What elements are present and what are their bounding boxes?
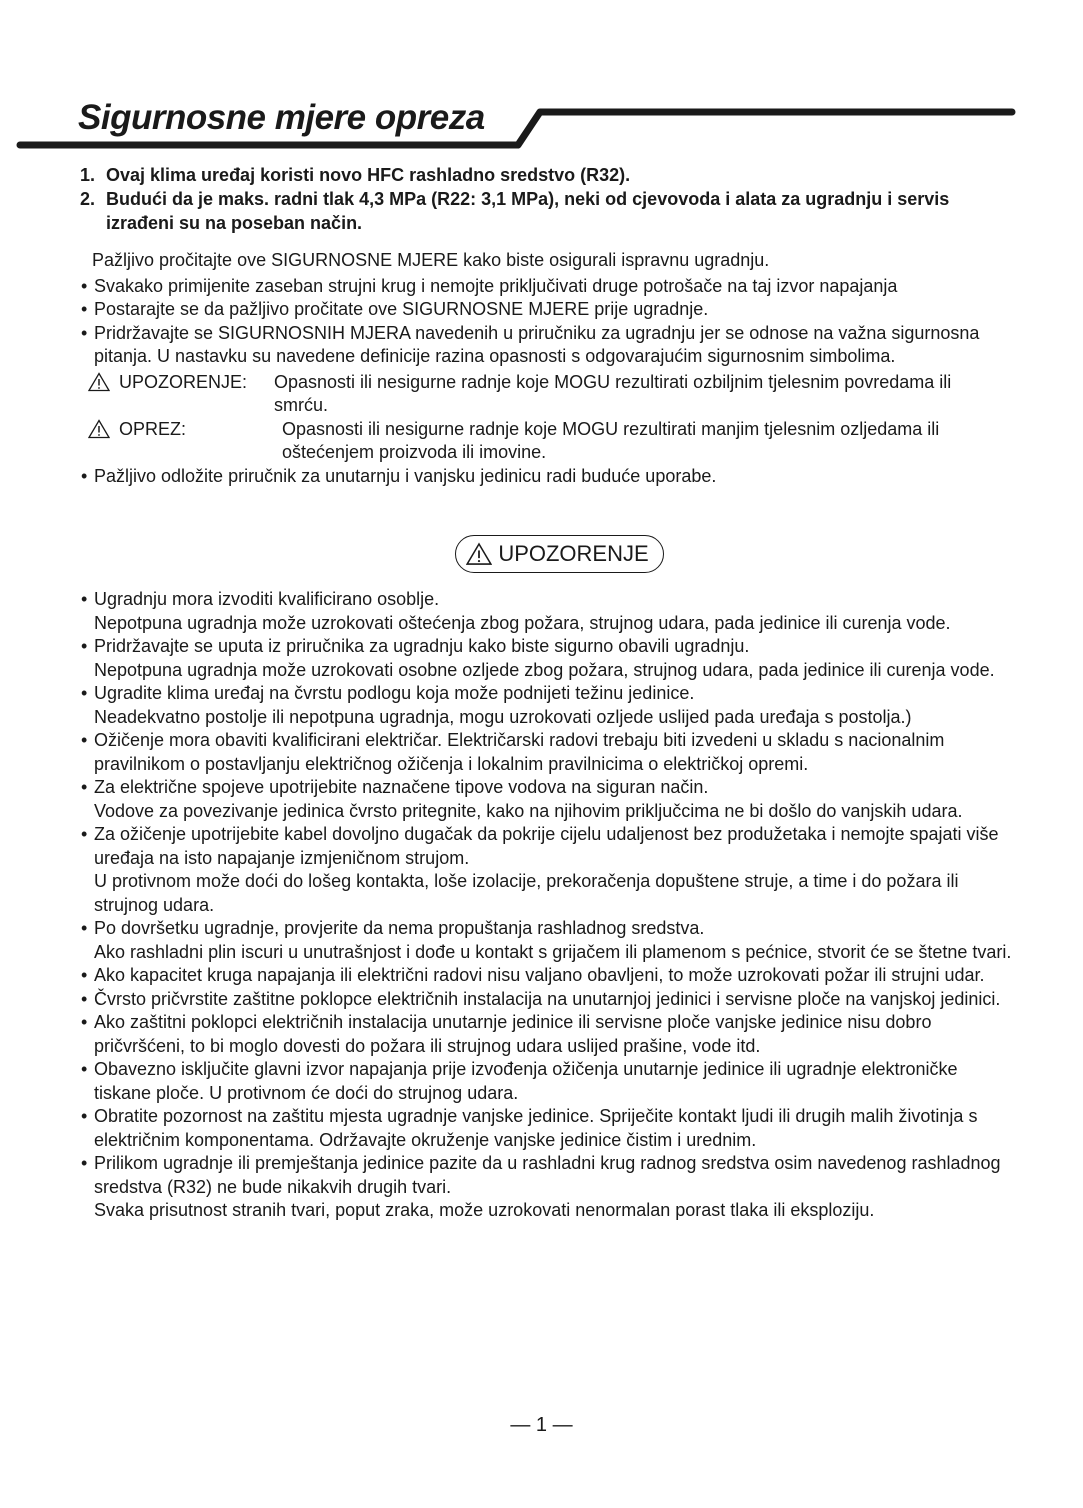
- warning-badge-label: UPOZORENJE: [498, 541, 649, 566]
- item-main: Prilikom ugradnje ili premještanja jedinice pazite da u rashladni krug radnog sredstva osim navedenog rashladnog sredstva (R32) ne bude nikakvih drugih tvari.: [94, 1153, 1001, 1197]
- list-item: [80, 1152, 1015, 1223]
- bullet-icon: •: [81, 918, 88, 938]
- note-text: Budući da je maks. radni tlak 4,3 MPa (R22: 3,1 MPa), neki od cjevovoda i alata za ugradnju i servis izrađeni su na poseban način.: [106, 189, 950, 233]
- list-item: [80, 682, 1015, 729]
- note-number: 2.: [80, 189, 96, 209]
- bullet-icon: •: [81, 1059, 88, 1079]
- list-item: [80, 298, 1010, 322]
- definition-text: Opasnosti ili nesigurne radnje koje MOGU rezultirati manjim tjelesnim ozljedama ili oštećenjem proizvoda ili imovine.: [282, 418, 940, 462]
- list-item: [80, 776, 1015, 823]
- definition-warning: [80, 371, 1010, 418]
- page-number: — 1 —: [510, 1414, 573, 1436]
- list-item-text: Pažljivo odložite priručnik za unutarnju i vanjsku jedinicu radi buduće uporabe.: [94, 465, 717, 486]
- note-number: 1.: [80, 165, 96, 185]
- bullet-icon: •: [81, 589, 88, 609]
- list-item: [80, 964, 1015, 988]
- warning-triangle-icon: [88, 372, 110, 392]
- bullet-icon: •: [81, 777, 88, 797]
- list-item: [80, 275, 1010, 299]
- item-main: Po dovršetku ugradnje, provjerite da nema propuštanja rashladnog sredstva.: [94, 918, 705, 938]
- bullet-icon: •: [81, 1106, 88, 1126]
- precautions-lead: Pažljivo pročitajte ove SIGURNOSNE MJERE kako biste osigurali ispravnu ugradnju.: [92, 250, 770, 270]
- bullet-icon: •: [81, 1153, 88, 1173]
- note-text: Ovaj klima uređaj koristi novo HFC rashladno sredstvo (R32).: [106, 165, 631, 185]
- item-main: Ugradnju mora izvoditi kvalificirano osoblje.: [94, 589, 440, 609]
- intro-notes: [80, 163, 1000, 235]
- list-item: [80, 1105, 1015, 1152]
- item-detail: Nepotpuna ugradnja može uzrokovati oštećenja zbog požara, strujnog udara, pada jedinice ili curenja vode.: [94, 612, 951, 633]
- item-detail: Nepotpuna ugradnja može uzrokovati osobne ozljede zbog požara, strujnog udara, pada jedinice ili curenja vode.: [94, 659, 995, 680]
- precautions-section: [80, 249, 1010, 488]
- list-item: [80, 1011, 1015, 1058]
- item-detail: Neadekvatno postolje ili nepotpuna ugradnja, mogu uzrokovati ozljede uslijed pada uređaja s postolja.): [94, 706, 912, 727]
- bullet-icon: •: [81, 636, 88, 656]
- bullet-icon: •: [81, 965, 88, 985]
- item-main: Obavezno isključite glavni izvor napajanja prije izvođenja ožičenja unutarnje jedinice ili ugradnje elektroničke tiskane ploče. U protivnom će doći do strujnog udara.: [94, 1059, 958, 1103]
- item-detail: Vodove za povezivanje jedinica čvrsto pritegnite, kako na njihovim priključcima ne bi došlo do vanjskih udara.: [94, 800, 963, 821]
- bullet-icon: •: [81, 1012, 88, 1032]
- list-item: [80, 588, 1015, 635]
- item-main: Pridržavajte se uputa iz priručnika za ugradnju kako biste sigurno obavili ugradnju.: [94, 636, 750, 656]
- item-detail: Svaka prisutnost stranih tvari, poput zraka, može uzrokovati nenormalan porast tlaka ili eksploziju.: [94, 1200, 875, 1220]
- bullet-icon: •: [81, 299, 88, 319]
- definition-label-group: [88, 371, 274, 418]
- bullet-icon: •: [81, 275, 88, 296]
- item-main: Ugradite klima uređaj na čvrstu podlogu koja može podnijeti težinu jedinice.: [94, 683, 695, 703]
- item-main: Obratite pozornost na zaštitu mjesta ugradnje vanjske jedinice. Spriječite kontakt ljudi ili drugih malih životinja s električnim komponentama. Održavajte okruženje vanjske jedinice čistim i urednim.: [94, 1106, 978, 1150]
- list-item: [80, 322, 1010, 369]
- bullet-icon: •: [81, 824, 88, 844]
- definition-label-group: [88, 418, 282, 465]
- warning-triangle-icon: [466, 542, 492, 566]
- warning-badge-row: [0, 535, 1083, 573]
- list-item: [80, 635, 1015, 682]
- item-main: Ako zaštitni poklopci električnih instalacija unutarnje jedinice ili servisne ploče vanjske jedinice nisu dobro pričvršćeni, to bi moglo dovesti do požara ili strujnog udara uslijed prašine, vode itd.: [94, 1012, 932, 1056]
- item-main: Za električne spojeve upotrijebite naznačene tipove vodova na siguran način.: [94, 777, 709, 797]
- warning-badge: [455, 535, 663, 573]
- list-item-text: Postarajte se da pažljivo pročitate ove SIGURNOSNE MJERE prije ugradnje.: [94, 299, 709, 319]
- bullet-icon: •: [81, 683, 88, 703]
- item-detail: U protivnom može doći do lošeg kontakta, loše izolacije, prekoračenja dopuštene struje, a time i do požara ili strujnog udara.: [94, 871, 959, 915]
- definition-label: OPREZ:: [119, 418, 187, 439]
- list-item: [80, 988, 1015, 1012]
- definition-text: Opasnosti ili nesigurne radnje koje MOGU rezultirati ozbiljnim tjelesnim povredama ili smrću.: [274, 371, 952, 415]
- list-item-text: Pridržavajte se SIGURNOSNIH MJERA navedenih u priručniku za ugradnju jer se odnose na važna sigurnosna pitanja. U nastavku su navedene definicije razina opasnosti s odgovarajućim sigurnosnim simbolima.: [94, 322, 980, 366]
- definition-caution: [80, 418, 1010, 465]
- list-item: [80, 465, 1010, 489]
- bullet-icon: •: [81, 465, 88, 486]
- item-main: Ožičenje mora obaviti kvalificirani električar. Električarski radovi trebaju biti izvedeni u skladu s nacionalnim pravilnikom o postavljanju električnog ožičenja i lokalnim pravilnicima o električkoj opremi.: [94, 730, 945, 774]
- warning-triangle-icon: [88, 419, 110, 439]
- item-detail: Ako rashladni plin iscuri u unutrašnjost i dođe u kontakt s grijačem ili plamenom s pećnice, stvorit će se štetne tvari.: [94, 941, 1012, 962]
- page-title: Sigurnosne mjere opreza: [78, 98, 485, 137]
- warning-list: [80, 588, 1015, 1223]
- item-main: Za ožičenje upotrijebite kabel dovoljno dugačak da pokrije cijelu udaljenost bez produžetaka i nemojte spajati više uređaja na isto napajanje izmjeničnom strujom.: [94, 824, 999, 868]
- list-item: [80, 917, 1015, 964]
- list-item: [80, 1058, 1015, 1105]
- intro-note: [80, 163, 1000, 187]
- list-item-text: Svakako primijenite zaseban strujni krug i nemojte priključivati druge potrošače na taj izvor napajanja: [94, 275, 898, 296]
- list-item: [80, 823, 1015, 917]
- list-item: [80, 729, 1015, 776]
- bullet-icon: •: [81, 730, 88, 750]
- definition-label: UPOZORENJE:: [119, 371, 248, 392]
- bullet-icon: •: [81, 322, 88, 343]
- intro-note: [80, 187, 1000, 235]
- section-header: [0, 0, 1083, 160]
- bullet-icon: •: [81, 988, 88, 1009]
- item-main: Čvrsto pričvrstite zaštitne poklopce električnih instalacija na unutarnjoj jedinici i servisne ploče na vanjskoj jedinici.: [94, 988, 1001, 1009]
- item-main: Ako kapacitet kruga napajanja ili električni radovi nisu valjano obavljeni, to može uzrokovati požar ili strujni udar.: [94, 965, 985, 985]
